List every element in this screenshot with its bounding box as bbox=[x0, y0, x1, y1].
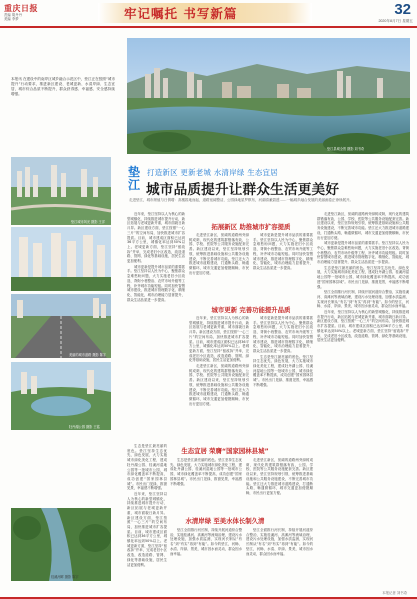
article-column bbox=[127, 212, 185, 440]
headline-prefix: 垫江 bbox=[128, 165, 141, 192]
road-illustration bbox=[11, 294, 111, 358]
paragraph: 走进垫江新区，宽阔的道路两旁绿树成荫，现代化的建筑群错落有致，公园、学校、医院等公共服务设施配套完善。新区建设以来，垫江坚持规划引领，统筹推进基础设施和公共服务设施建设，不断完善城市功能。垫江还大力推进城市道路建设，打通断头路，畅通微循环，城市交通更加便捷顺畅，市民出行更加方便。 bbox=[317, 212, 409, 240]
district-aerial-photo bbox=[11, 157, 111, 225]
paragraph: 生态是垫江最亮丽的底色。垫江坚持生态优先、绿色发展，大力实施城市绿化美化工程，建成牡丹湖公园、桂溪河湿地公园等一批城市公园，城市绿化覆盖率不断提高，成功创建“国家园林县城”。市民出门见绿、推窗见景，幸福感不断增强。 bbox=[317, 265, 409, 289]
panorama-illustration bbox=[127, 38, 410, 154]
river-illustration bbox=[11, 508, 111, 581]
masthead: 重庆日报 bbox=[4, 3, 38, 13]
article-column bbox=[246, 458, 313, 514]
byline: 本报记者 刘书奇 bbox=[382, 591, 407, 595]
article-column bbox=[189, 316, 249, 442]
article-column bbox=[317, 212, 409, 584]
paragraph: 城市更新是提升城市品质的重要抓手。垫江坚持以人民为中心，聚焦群众急难愁盼问题，大力实施老旧小区改造、背街小巷整治、农贸市场升级等工程，补齐城市功能短板。同时加快智慧城市建设，推进城市管理数字化、精细化、智能化，城市治理能力显著提升，群众生活品质进一步提高。 bbox=[127, 264, 185, 302]
river-photo bbox=[11, 508, 111, 581]
paragraph: 城市更新是提升城市品质的重要抓手。垫江坚持以人民为中心，聚焦群众急难愁盼问题，大力实施老旧小区改造、背街小巷整治、农贸市场升级等工程，补齐城市功能短板。同时加快智慧城市建设，推进城市管理数字化、精细化、智能化，城市治理能力显著提升，群众生活品质进一步提高。 bbox=[253, 233, 313, 270]
paragraph: 近年来，垫江坚持以人为核心的新型城镇化，持续推进城市提升行动，新区拓展与老城更新并重，城市面貌日新月异。新区建设方面，垫江按照“一心三片”的空间布局，加快推进城市扩容提质。目前，城市建成区面积已达到36平方公里，城镇化率达到50%以上。老城更新方面，垫江坚持“留改拆”并举，完成老旧小区改造，改造道路、管网、绿化等基础设施，居民生活更加便利。 bbox=[127, 492, 167, 567]
headline-subtitle: 打造新区 更新老城 水清岸绿 生态宜居 bbox=[147, 168, 278, 177]
headline-title: 城市品质提升让群众生活更美好 bbox=[146, 182, 340, 198]
road-photo bbox=[11, 294, 111, 358]
city-panorama-photo bbox=[127, 38, 410, 154]
article-column bbox=[246, 528, 313, 584]
page-number: 32 bbox=[394, 1, 411, 18]
article-column bbox=[189, 233, 249, 303]
article-column bbox=[253, 316, 313, 442]
paragraph: 走进垫江新区，宽阔的道路两旁绿树成荫，现代化的建筑群错落有致，公园、学校、医院等公共服务设施配套完善。新区建设以来，垫江坚持规划引领，统筹推进基础设施和公共服务设施建设，不断完善城市功能。垫江还大力推进城市道路建设，打通断头路，畅通微循环，城市交通更加便捷顺畅，市民出行更加方便。 bbox=[189, 364, 249, 406]
article-column bbox=[170, 528, 242, 584]
paragraph: 垫江全面推行河长制，持续开展河道综合整治，实施桂溪河、高滩河等流域治理，建设污水处理设施，加强水质监测，实现河长制从“有名”到“有实”再到“有能”。如今的垫江，河畅、水清、岸绿、景美，城市因水而灵动，群众因水而幸福。 bbox=[317, 290, 409, 309]
paragraph: 城市更新是提升城市品质的重要抓手。垫江坚持以人民为中心，聚焦群众急难愁盼问题，大力实施老旧小区改造、背街小巷整治、农贸市场升级等工程，补齐城市功能短板。同时加快智慧城市建设，推进城市管理数字化、精细化、智能化，城市治理能力显著提升，群众生活品质进一步提高。 bbox=[253, 316, 313, 353]
issue-date: 2020年8月7日 星期五 bbox=[378, 19, 413, 23]
article-column bbox=[170, 458, 242, 514]
paragraph: 生态是垫江最亮丽的底色。垫江坚持生态优先、绿色发展，大力实施城市绿化美化工程，建成牡丹湖公园、桂溪河湿地公园等一批城市公园，城市绿化覆盖率不断提高，成功创建“国家园林县城”。市民出门见绿、推窗见景，幸福感不断增强。 bbox=[253, 354, 313, 387]
article-column bbox=[253, 233, 313, 303]
article-column bbox=[127, 444, 167, 584]
section-header: 城市更新 完善功能提升品质 bbox=[211, 306, 291, 314]
paragraph: 生态是垫江最亮丽的底色。垫江坚持生态优先、绿色发展，大力实施城市绿化美化工程，建成牡丹湖公园、桂溪河湿地公园等一批城市公园，城市绿化覆盖率不断提高，成功创建“国家园林县城”。市民出门见绿、推窗见景，幸福感不断增强。 bbox=[170, 458, 242, 486]
paragraph: 近年来，垫江坚持以人为核心的新型城镇化，持续推进城市提升行动，新区拓展与老城更新并重，城市面貌日新月异。新区建设方面，垫江按照“一心三片”的空间布局，加快推进城市扩容提质。目前，城市建成区面积已达到36平方公里，城镇化率达到50%以上。老城更新方面，垫江坚持“留改拆”并举，完成老旧小区改造，改造道路、管网、绿化等基础设施，居民生活更加便利。 bbox=[317, 310, 409, 343]
lead-paragraph: 走进垫江，城市颜值与日俱增：高楼拔地而起，道路宽阔整洁，公园绿地星罗棋布，河湖清澈碧透……一幅城乡融合发展的美丽画卷正徐徐展开。 bbox=[129, 198, 353, 202]
section-header: 水清岸绿 至美水体长制久清 bbox=[185, 517, 265, 525]
editor-line: 责编 胡丹丹 bbox=[4, 13, 23, 17]
intro-text: 本报讯 在建设中的南岸区城乡融合示范区中，垫江正在按照“城市提升”行动要求，推进新区建设、老城更新、水清岸绿、生态宜居，城市综合品质不断提升，群众获得感、幸福感、安全感持续增强。 bbox=[11, 77, 115, 96]
photo-caption: 美丽的城市道路 摄影 陈宇 bbox=[69, 353, 107, 357]
paragraph: 生态是垫江最亮丽的底色。垫江坚持生态优先、绿色发展，大力实施城市绿化美化工程，建成牡丹湖公园、桂溪河湿地公园等一批城市公园，城市绿化覆盖率不断提高，成功创建“国家园林县城”。市民出门见绿、推窗见景，幸福感不断增强。 bbox=[127, 444, 167, 491]
paragraph: 走进垫江新区，宽阔的道路两旁绿树成荫，现代化的建筑群错落有致，公园、学校、医院等公共服务设施配套完善。新区建设以来，垫江坚持规划引领，统筹推进基础设施和公共服务设施建设，不断完善城市功能。垫江还大力推进城市道路建设，打通断头路，畅通微循环，城市交通更加便捷顺畅，市民出行更加方便。 bbox=[246, 458, 313, 495]
photo-caption: 桂溪河畔 摄影 陈宇 bbox=[51, 575, 79, 579]
park-photo bbox=[11, 362, 111, 430]
park-illustration bbox=[11, 362, 111, 430]
photo-caption: 垫江城市风光 摄影 王洋 bbox=[71, 220, 105, 224]
paragraph: 垫江全面推行河长制，持续开展河道综合整治，实施桂溪河、高滩河等流域治理，建设污水处理设施，加强水质监测，实现河长制从“有名”到“有实”再到“有能”。如今的垫江，河畅、水清、岸绿、景美，城市因水而灵动，群众因水而幸福。 bbox=[246, 528, 313, 556]
residential-illustration bbox=[11, 227, 111, 291]
designer-line: 美编 李梦 bbox=[4, 17, 19, 22]
photo-caption: 牡丹湖公园 摄影 王铭 bbox=[69, 425, 100, 429]
paragraph: 城市更新是提升城市品质的重要抓手。垫江坚持以人民为中心，聚焦群众急难愁盼问题，大力实施老旧小区改造、背街小巷整治、农贸市场升级等工程，补齐城市功能短板。同时加快智慧城市建设，推进城市管理数字化、精细化、智能化，城市治理能力显著提升，群众生活品质进一步提高。 bbox=[317, 241, 409, 265]
paragraph: 垫江全面推行河长制，持续开展河道综合整治，实施桂溪河、高滩河等流域治理，建设污水处理设施，加强水质监测，实现河长制从“有名”到“有实”再到“有能”。如今的垫江，河畅、水清、岸绿、景美，城市因水而灵动，群众因水而幸福。 bbox=[170, 528, 242, 556]
column-banner: 牢记嘱托 书写新篇 bbox=[124, 6, 238, 21]
section-header: 拓展新区 助推城市扩容提质 bbox=[211, 223, 291, 231]
aerial-illustration bbox=[11, 157, 111, 225]
page-header bbox=[0, 0, 417, 28]
header-info bbox=[4, 13, 38, 21]
photo-caption: 垫江县城全景 摄影 刘书奇 bbox=[327, 147, 365, 151]
paragraph: 走进垫江新区，宽阔的道路两旁绿树成荫，现代化的建筑群错落有致，公园、学校、医院等公共服务设施配套完善。新区建设以来，垫江坚持规划引领，统筹推进基础设施和公共服务设施建设，不断完善城市功能。垫江还大力推进城市道路建设，打通断头路，畅通微循环，城市交通更加便捷顺畅，市民出行更加方便。 bbox=[189, 233, 249, 275]
section-header: 生态宜居 荣膺“国家园林县城” bbox=[181, 447, 269, 455]
residential-photo bbox=[11, 227, 111, 291]
paragraph: 近年来，垫江坚持以人为核心的新型城镇化，持续推进城市提升行动，新区拓展与老城更新并重，城市面貌日新月异。新区建设方面，垫江按照“一心三片”的空间布局，加快推进城市扩容提质。目前，城市建成区面积已达到36平方公里，城镇化率达到50%以上。老城更新方面，垫江坚持“留改拆”并举，完成老旧小区改造，改造道路、管网、绿化等基础设施，居民生活更加便利。 bbox=[127, 212, 185, 264]
paragraph: 近年来，垫江坚持以人为核心的新型城镇化，持续推进城市提升行动，新区拓展与老城更新并重，城市面貌日新月异。新区建设方面，垫江按照“一心三片”的空间布局，加快推进城市扩容提质。目前，城市建成区面积已达到36平方公里，城镇化率达到50%以上。老城更新方面，垫江坚持“留改拆”并举，完成老旧小区改造，改造道路、管网、绿化等基础设施，居民生活更加便利。 bbox=[189, 316, 249, 363]
